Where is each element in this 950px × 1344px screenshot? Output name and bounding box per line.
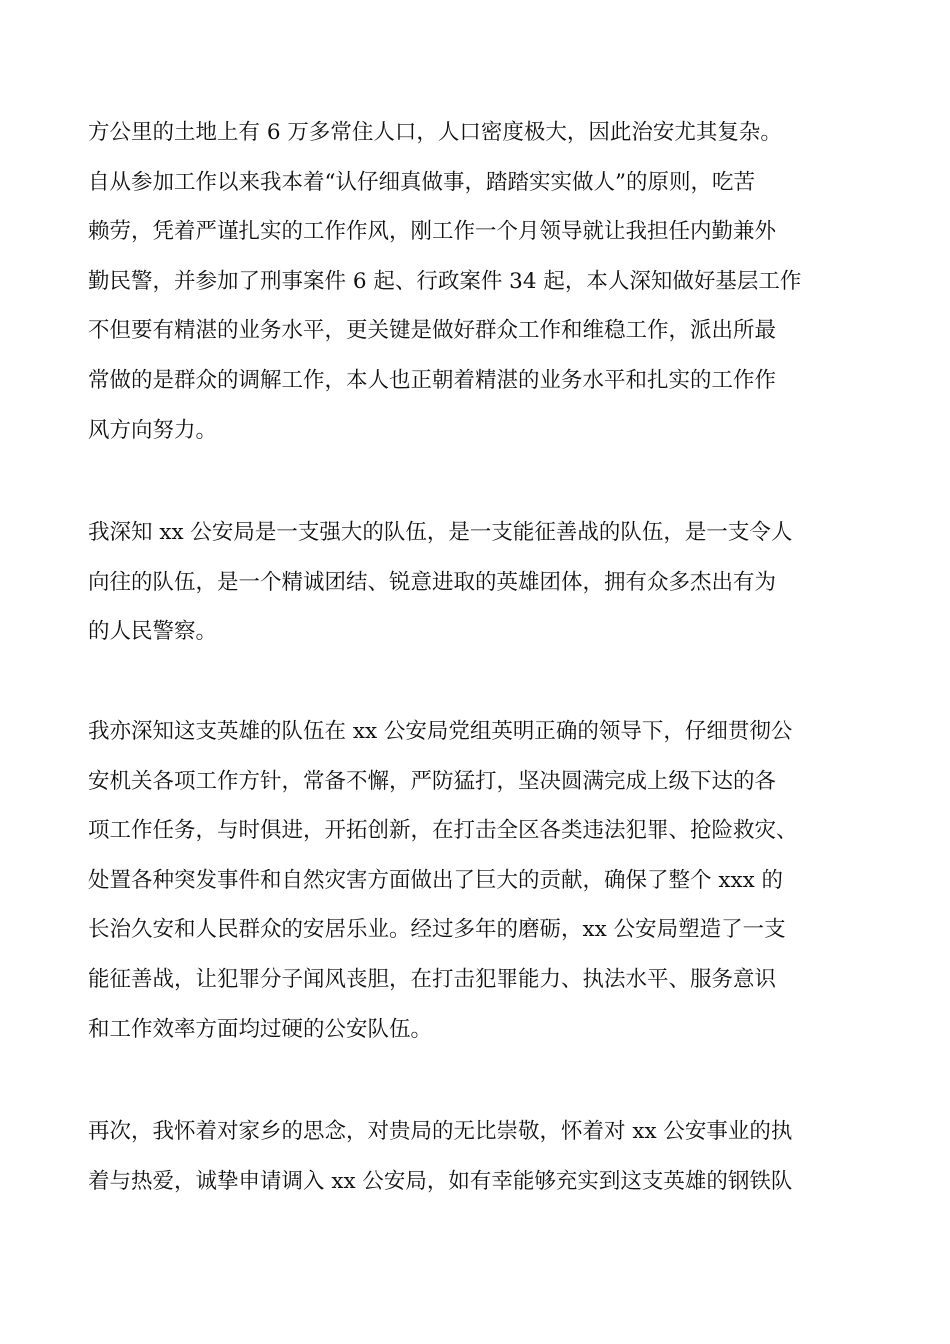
- paragraph-1: [88, 108, 868, 455]
- text-line: 和工作效率方面均过硬的公安队伍。: [88, 1016, 433, 1042]
- text-line: 处置各种突发事件和自然灾害方面做出了巨大的贡献，确保了整个 xxx 的: [88, 867, 784, 893]
- text-line: 项工作任务，与时俱进，开拓创新，在打击全区各类违法犯罪、抢险救灾、: [88, 818, 798, 844]
- paragraph-2: [88, 508, 868, 657]
- text-line: 能征善战，让犯罪分子闻风丧胆，在打击犯罪能力、执法水平、服务意识: [88, 966, 777, 992]
- text-line: 方公里的土地上有 6 万多常住人口，人口密度极大，因此治安尤其复杂。: [88, 120, 782, 145]
- text-line: 向往的队伍，是一个精诚团结、锐意进取的英雄团体，拥有众多杰出有为: [88, 569, 777, 595]
- text-line: 不但要有精湛的业务水平，更关键是做好群众工作和维稳工作，派出所最: [88, 318, 777, 344]
- text-line: 风方向努力。: [88, 417, 218, 443]
- text-line: 安机关各项工作方针，常备不懈，严防猛打，坚决圆满完成上级下达的各: [88, 768, 777, 794]
- text-line: 我亦深知这支英雄的队伍在 xx 公安局党组英明正确的领导下，仔细贯彻公: [88, 719, 793, 744]
- text-line: 赖劳，凭着严谨扎实的工作作风，刚工作一个月领导就让我担任内勤兼外: [88, 219, 777, 245]
- text-line: 常做的是群众的调解工作，本人也正朝着精湛的业务水平和扎实的工作作: [88, 367, 777, 393]
- text-line: 再次，我怀着对家乡的思念，对贵局的无比崇敬，怀着对 xx 公安事业的执: [88, 1119, 793, 1144]
- text-line: 我深知 xx 公安局是一支强大的队伍，是一支能征善战的队伍，是一支令人: [88, 520, 793, 545]
- text-line: 着与热爱，诚挚申请调入 xx 公安局，如有幸能够充实到这支英雄的钢铁队: [88, 1168, 793, 1194]
- text-line: 的人民警察。: [88, 619, 218, 645]
- text-line: 长治久安和人民群众的安居乐业。经过多年的磨砺，xx 公安局塑造了一支: [88, 917, 786, 943]
- paragraph-3: [88, 707, 868, 1054]
- paragraph-4: [88, 1107, 868, 1206]
- text-line: 勤民警，并参加了刑事案件 6 起、行政案件 34 起，本人深知做好基层工作: [88, 268, 802, 294]
- text-line: 自从参加工作以来我本着“认仔细真做事，踏踏实实做人”的原则，吃苦: [88, 169, 755, 195]
